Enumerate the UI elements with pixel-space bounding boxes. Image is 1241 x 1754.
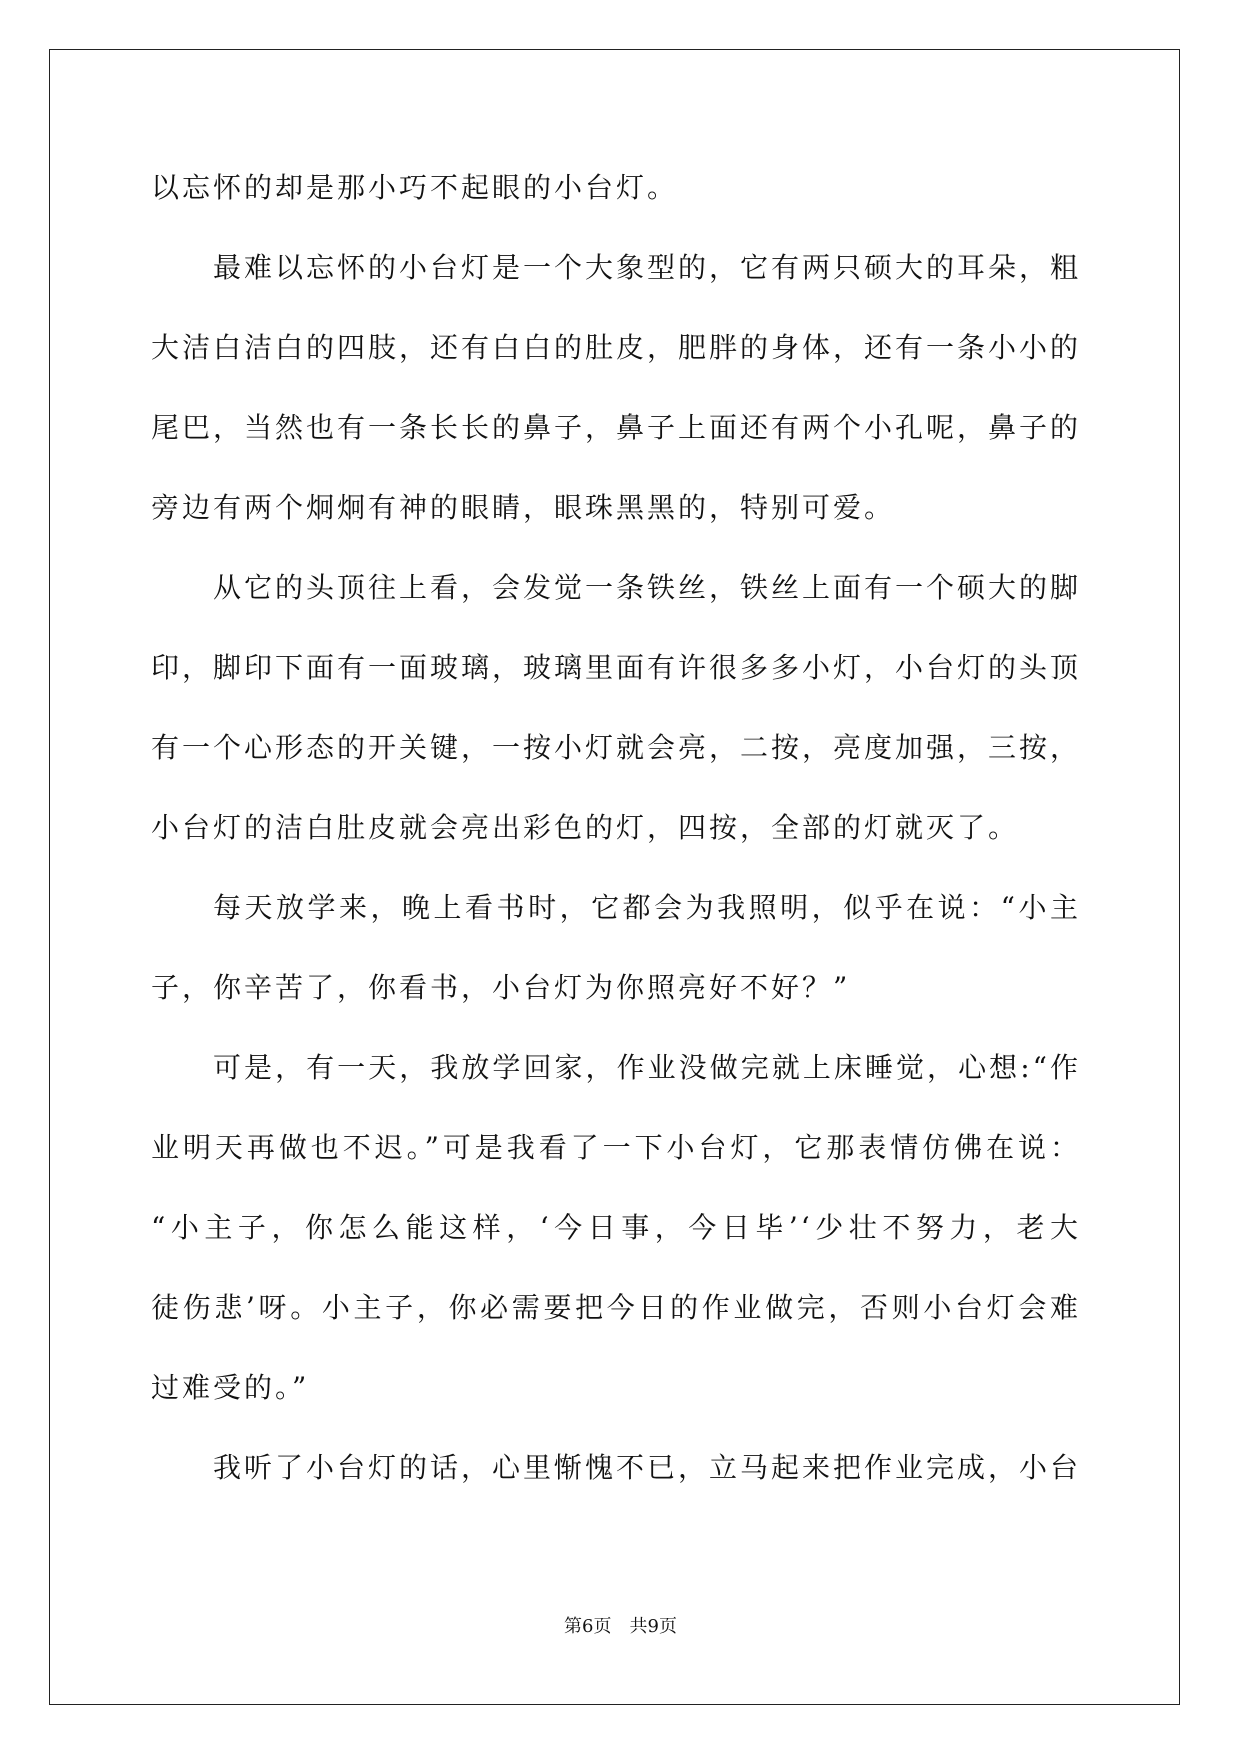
text-line: 业明天再做也不迟。”可是我看了一下小台灯，它那表情仿佛在说： [151,1131,1081,1164]
text-line: 我听了小台灯的话，心里惭愧不已，立马起来把作业完成，小台 [213,1451,1082,1484]
text-line: 从它的头顶往上看，会发觉一条铁丝，铁丝上面有一个硕大的脚 [213,571,1082,604]
text-line: 徒伤悲’呀。小主子，你必需要把今日的作业做完，否则小台灯会难 [151,1291,1081,1324]
text-line: 过难受的。” [151,1371,310,1404]
text-line: 每天放学来，晚上看书时，它都会为我照明，似乎在说：“小主 [213,891,1081,924]
text-line: 子，你辛苦了，你看书，小台灯为你照亮好不好？” [151,971,851,1004]
text-line: 最难以忘怀的小台灯是一个大象型的，它有两只硕大的耳朵，粗 [213,251,1082,284]
text-line: 有一个心形态的开关键，一按小灯就会亮，二按，亮度加强，三按， [151,731,1082,764]
text-line: “小主子，你怎么能这样，‘今日事，今日毕’‘少壮不努力，老大 [151,1211,1081,1244]
text-line: 小台灯的洁白肚皮就会亮出彩色的灯，四按，全部的灯就灭了。 [151,811,1020,844]
text-line: 尾巴，当然也有一条长长的鼻子，鼻子上面还有两个小孔呢，鼻子的 [151,411,1082,444]
text-line: 大洁白洁白的四肢，还有白白的肚皮，肥胖的身体，还有一条小小的 [151,331,1082,364]
text-line: 旁边有两个炯炯有神的眼睛，眼珠黑黑的，特别可爱。 [151,491,896,524]
text-line: 印，脚印下面有一面玻璃，玻璃里面有许很多多小灯，小台灯的头顶 [151,651,1082,684]
text-line: 可是，有一天，我放学回家，作业没做完就上床睡觉，心想:“作 [213,1051,1081,1084]
text-line: 以忘怀的却是那小巧不起眼的小台灯。 [151,171,679,204]
page-number-footer: 第6页 共9页 [564,1616,677,1637]
document-body [151,148,1081,1508]
